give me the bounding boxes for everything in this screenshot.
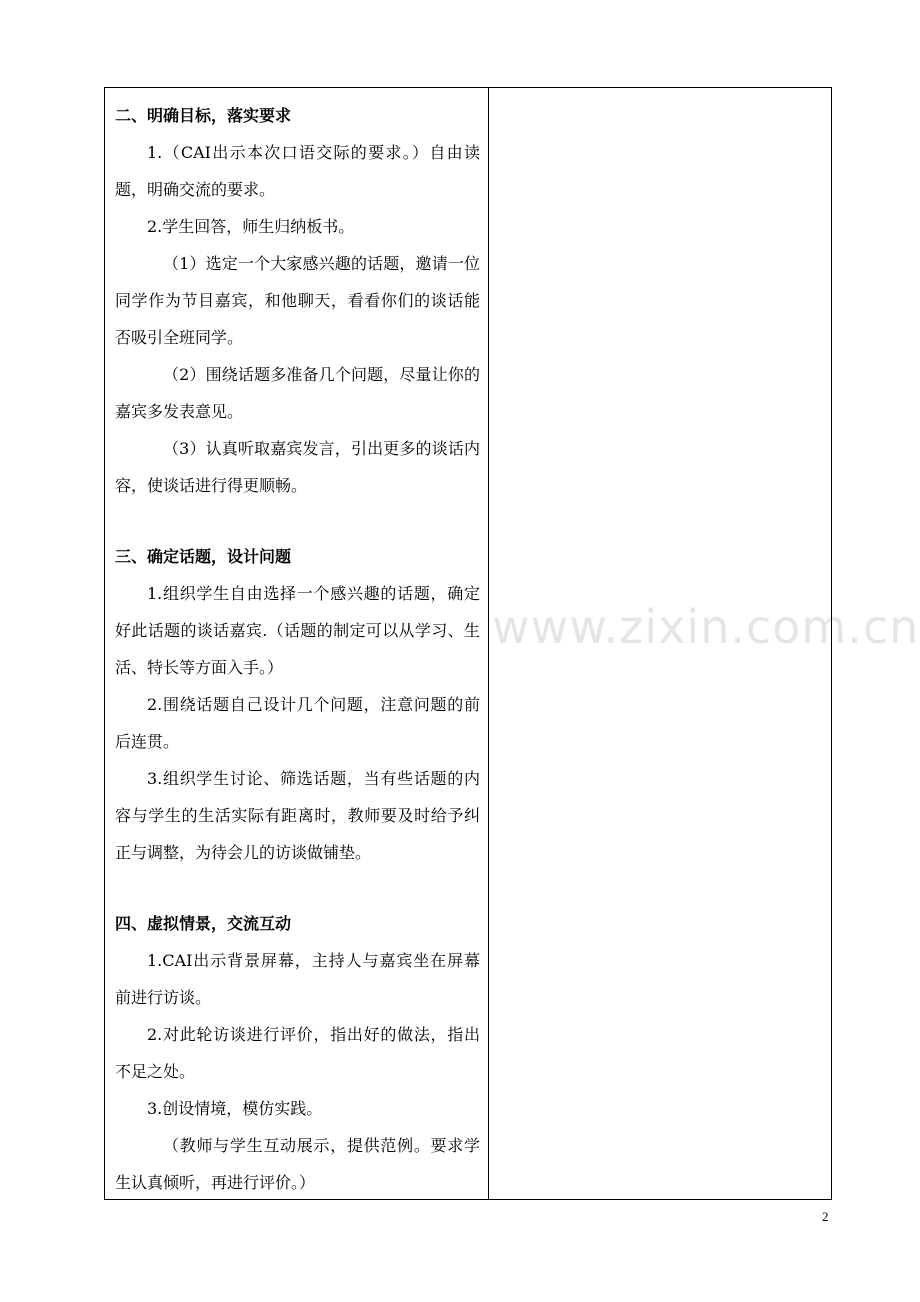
page-number: 2 [822,1209,829,1224]
section-spacer [115,871,480,906]
lesson-plan-table [104,87,832,1200]
section-paragraph: （3）认真听取嘉宾发言，引出更多的谈话内容，使谈话进行得更顺畅。 [115,439,480,495]
section-spacer [115,504,480,539]
section-paragraph: 3.组织学生讨论、筛选话题，当有些话题的内容与学生的生活实际有距离时，教师要及时给予纠正与调整，为待会儿的访谈做铺垫。 [115,769,480,862]
section-paragraph: 2.围绕话题自己设计几个问题，注意问题的前后连贯。 [115,695,480,751]
teaching-process-cell [105,88,489,1199]
section-paragraph: 3.创设情境，模仿实践。 [147,1099,323,1118]
section-heading: 二、明确目标，落实要求 [115,106,292,125]
section-paragraph: 1.（CAI出示本次口语交际的要求。）自由读题，明确交流的要求。 [115,143,480,199]
watermark: www.zixin.com.cn [492,600,920,654]
notes-cell [489,88,831,1199]
section-paragraph: （教师与学生互动展示，提供范例。要求学生认真倾听，再进行评价。） [115,1136,480,1192]
section-heading: 三、确定话题，设计问题 [115,547,292,566]
section-paragraph: 1.组织学生自由选择一个感兴趣的话题，确定好此话题的谈话嘉宾.（话题的制定可以从学习、生活、特长等方面入手。） [115,584,480,677]
section-paragraph: （1）选定一个大家感兴趣的话题，邀请一位同学作为节目嘉宾，和他聊天，看看你们的谈话能否吸引全班同学。 [115,254,480,347]
section-paragraph: 2.对此轮访谈进行评价，指出好的做法，指出不足之处。 [115,1025,480,1081]
section-heading: 四、虚拟情景，交流互动 [115,914,292,933]
section-paragraph: （2）围绕话题多准备几个问题，尽量让你的嘉宾多发表意见。 [115,365,480,421]
section-paragraph: 1.CAI出示背景屏幕，主持人与嘉宾坐在屏幕前进行访谈。 [115,951,480,1007]
section-paragraph: 2.学生回答，师生归纳板书。 [147,217,355,236]
